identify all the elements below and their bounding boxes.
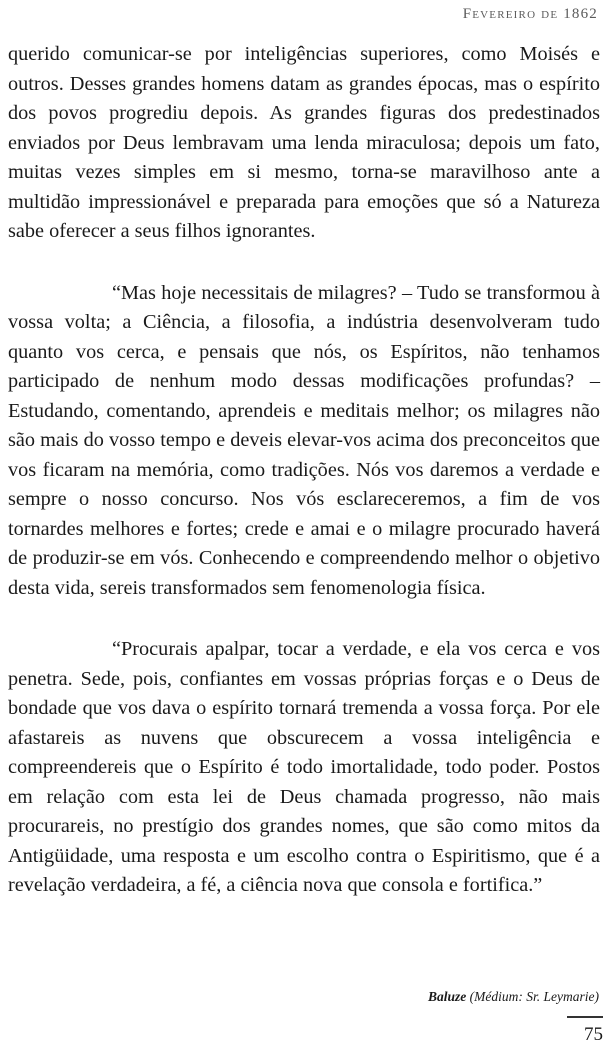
- paragraph-gap: [8, 247, 600, 279]
- signature-author: Baluze: [428, 989, 467, 1004]
- paragraph-1: querido comunicar-se por inteligências superiores, como Moisés e outros. Desses grandes homens datam as grandes épocas, mas o espírito dos povos progrediu depois. As grandes figuras dos predestinados enviados por Deus lembravam uma lenda miraculosa; depois um fato, muitas vezes simples em si mesmo, torna-se maravilhoso ante a multidão impressionável e preparada para emoções que só a Natureza sabe oferecer a seus filhos ignorantes.: [8, 43, 600, 242]
- running-header: Fevereiro de 1862: [462, 6, 598, 22]
- page-body: [8, 40, 600, 901]
- signature: [428, 989, 599, 1005]
- paragraph-3: “Procurais apalpar, tocar a verdade, e ela vos cerca e vos penetra. Sede, pois, confiantes em vossas próprias forças e o Deus de bondade que vos dava o espírito tornará tremenda a vossa força. Por ele afastareis as nuvens que obscurecem a vossa inteligência e compreendereis que o Espírito é todo imortalidade, todo poder. Postos em relação com esta lei de Deus chamada progresso, não mais procurareis, no prestígio dos grandes nomes, que são como mitos da Antigüidade, uma resposta e um escolho contra o Espiritismo, que é a revelação verdadeira, a fé, a ciência nova que consola e fortifica.”: [8, 638, 600, 896]
- page-number: 75: [567, 1016, 603, 1046]
- signature-medium: (Médium: Sr. Leymarie): [469, 989, 599, 1004]
- paragraph-2: “Mas hoje necessitais de milagres? – Tudo se transformou à vossa volta; a Ciência, a filosofia, a indústria desenvolveram tudo quanto vos cerca, e pensais que nós, os Espíritos, não tenhamos participado de nenhum modo dessas modificações profundas? – Estudando, comentando, aprendeis e meditais melhor; os milagres não são mais do vosso tempo e deveis elevar-vos acima dos preconceitos que vos ficaram na memória, como tradições. Nós vos daremos a verdade e sempre o nosso concurso. Nos vós esclareceremos, a fim de vos tornardes melhores e fortes; crede e amai e o milagre procurado haverá de produzir-se em vós. Conhecendo e compreendendo melhor o objetivo desta vida, sereis transformados sem fenomenologia física.: [8, 281, 600, 599]
- paragraph-gap: [8, 603, 600, 635]
